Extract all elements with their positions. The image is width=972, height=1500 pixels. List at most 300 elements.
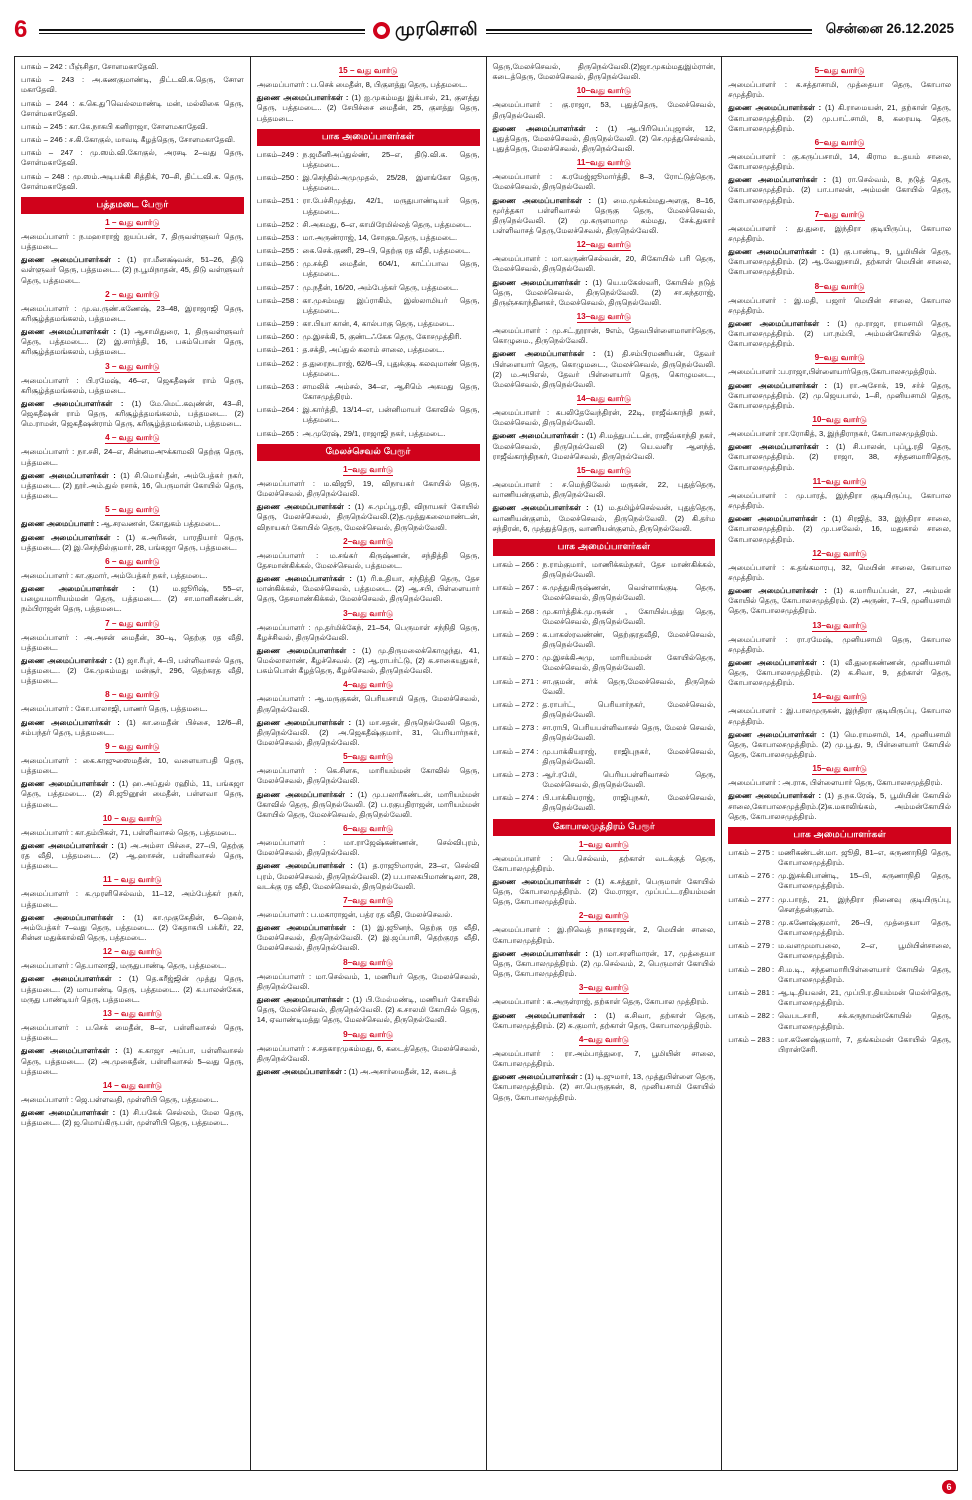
ward-heading-label: 7 – வது வார்டு <box>105 618 160 628</box>
entry-text: அமைப்பாளர் : ஆ.மருகுகன், பெரியசாமி தெரு, மேலச்செவல், திருநெல்வேலி. <box>256 694 480 714</box>
organizer-entry <box>21 376 244 396</box>
entry-label: துணை அமைப்பாளர்கள் : <box>492 1072 585 1082</box>
part-number: பாகம் – 283 : <box>728 1034 775 1044</box>
entry-text: அமைப்பாளர் : ச.சதகாரமுகம்மது, 6, கடைத்தெரு, மேலச்செவல், திருநெல்வேலி. <box>256 1043 480 1063</box>
part-number: பாகம்–260 : <box>256 332 299 342</box>
entry-label: துணை அமைப்பாளர்கள் : <box>21 717 127 727</box>
entry-label: துணை அமைப்பாளர்கள் : <box>256 645 362 655</box>
part-name: சி.அசுமது, 6–எ, காமிரேமில்லத் தெரு, பத்தமடை. <box>302 219 472 229</box>
ward-heading <box>493 1035 716 1046</box>
entry-text: (1) சு.முப்பூ.ரதி, விநாயகர் கோயில் தெரு, மேலச்செவல், திருநெல்வேலி.(2)த.முத்துகலைமாண்டன், விநாயகர் கோயில் தெரு, மேலச்செவல், திருநெல்வேலி. <box>256 502 480 532</box>
ward-heading-label: 4–வது வார்டு <box>578 1034 629 1044</box>
ward-heading-label: 2 – வது வார்டு <box>105 289 160 299</box>
part-number: பாகம்–263 : <box>256 381 299 391</box>
deputy-organizers-entry <box>21 327 244 358</box>
organizer-entry <box>257 551 480 571</box>
entry-text: (1) மு.திருமலைக்கொழுந்து, 41, மெல்லாலாண், கீழச்செவல். (2) ஆ.ராபர்ட்டு, (2) க.சாகையுதுகர், பசும்பொன் கீழத்தெரு, கீழச்செவல், திருநெல்வேலி. <box>256 645 480 676</box>
entry-text: அமைப்பாளர் : மு.சட்.நூரான், 9எம், தேவபிள்ளைமாளர்தெரு, கொழுமை., திருநெல்வேலி. <box>492 326 716 346</box>
organizer-entry <box>257 766 480 786</box>
entry-text: ஆ.சரவணன், கோதுகம் பத்தமடை. <box>101 519 221 529</box>
ward-heading-label: 1–வது வார்டு <box>343 464 394 474</box>
entry-text: (1) மா.சரளிமாரன், 17, முத்தையா தெரு, கோபாலமுத்திரம். (2) மு.செல்வம், 2, பெருமாள் கோயில் தெரு, கோபாலமுத்திரம். <box>492 948 716 979</box>
ward-heading-label: 5–வது வார்டு <box>814 66 865 75</box>
entry-label: துணை அமைப்பாளர்கள் : <box>21 398 132 408</box>
ward-heading <box>493 394 716 405</box>
deputy-organizers-entry <box>257 790 480 821</box>
part-name: த.ராபர்ட், பெரியார்நகர், மேலச்செவல், திருநெல்வேலி. <box>542 699 716 720</box>
entry-text: (1) த.ராஜூமாரன், 23–எ, செல்வி புரம், மேலச்செவல், திருநெல்வேலி. (2) ப.பாலகபிமாண்டிலா, 28, வடக்கு ரத வீதி, மேலச்செவல், திருநெல்வேலி. <box>256 861 480 891</box>
organizer-entry <box>257 910 480 920</box>
ward-heading-label: 3–வது வார்டு <box>578 983 629 993</box>
part-number: பாகம்–262 : <box>256 358 299 368</box>
part-name: ந.ராம்குமார், மாணிக்கம்நகர், தேச மாண்கிக்கல், திருநெல்வேலி. <box>542 559 716 580</box>
organizer-entry <box>728 635 951 655</box>
entry-text: அமைப்பாளர் : ப.செக் மைதீன், 8, பிகுளத்து தெரு, பத்தமடை. <box>256 80 468 89</box>
entry-text: அமைப்பாளர் : கை.காஜுஸைமதீன், 10, வளையாபதி தெரு, பத்தமடை. <box>21 755 244 776</box>
deputy-organizers-entry <box>21 584 244 615</box>
organizer-entry <box>21 122 244 132</box>
entry-text: (1) க.சிவா, தற்காள் தெரு, கோபாலமுத்திரம். (2) சு.குமார், தற்காள் தெரு, கோபாலமுத்திரம். <box>492 1010 716 1030</box>
entry-text: (1) சிரஜித், 33, இந்திரா சாலை, கோபாலசமுத்திரம். (2) மு.பசவேல், 16, மதுகால் சாலை, கோபாலசமுத்திரம். <box>728 514 951 544</box>
deputy-organizers-entry <box>21 841 244 872</box>
deputy-organizers-entry <box>728 103 951 134</box>
organizer-entry <box>728 778 951 788</box>
ward-heading-label: 6–வது வார்டு <box>814 137 865 147</box>
part-entry <box>493 653 716 673</box>
part-name: த.சக்தி, அப்துல் கலாம் சாலை, பத்தமடை. <box>302 345 445 355</box>
entry-text: (1) க.மாரியப்பன், 27, அம்மன் கோயில் தெரு, கோபாலசமுத்திரம். (2) அருண், 7–பி, முனியசாமி தெரு, கோபாலசமுத்திரம். <box>728 586 951 616</box>
deputy-organizers-entry <box>728 514 951 545</box>
part-entry <box>493 607 716 627</box>
part-number: பாகம் – 269 : <box>492 629 539 639</box>
ward-heading-label: 14 – வது வார்டு <box>102 1080 162 1090</box>
ward-heading <box>728 477 951 488</box>
entry-text: அமைப்பாளர் : பெ.செல்வம், தற்காள் வடக்குத் தெரு, கோபாலமுத்திரம். <box>492 853 716 873</box>
ward-heading-label: 3–வது வார்டு <box>343 608 394 618</box>
entry-text: (1) சி.மத்துபட்டன், ராஜீவ்காந்தி நகர், மேலச்செவல், திருநெல்வேலி (2) யெ.வளீர ஆனந்த், ராஜீவ்காந்திநகர், மேலச்செவல், திருநெல்வேலி. <box>492 431 716 461</box>
entry-label: துணை அமைப்பாளர்கள் : <box>492 277 593 287</box>
ward-heading-label: 14–வது வார்டு <box>576 394 632 404</box>
part-entry <box>257 196 480 216</box>
part-number: பாகம் – 281 : <box>728 988 775 997</box>
ward-heading-label: 11–வது வார்டு <box>576 158 631 168</box>
entry-text: (1) ம.தமிழ்ச்செல்வன், புதுத்தெரு, வாணியன்குளம், மேலச்செவல், திருநெல்வேலி. (2) கி.தர்ம சந்திரன், 6, முத்துத்தெரு, வாணியன்குளம், திருநெல்வேலி. <box>492 503 716 533</box>
ward-heading-label: 11–வது வார்டு <box>812 476 867 486</box>
entry-text: அமைப்பாளர் : ம.விஜூ, 19, விநாயகர் கோயில் தெரு, மேலச்செவல், திருநெல்வேலி. <box>256 478 480 498</box>
ward-heading-label: 7–வது வார்டு <box>814 209 865 219</box>
entry-label: துணை அமைப்பாளர்கள் : <box>256 789 358 799</box>
organizer-entry <box>21 1023 244 1043</box>
ward-heading <box>21 505 244 516</box>
entry-text: (1) மே.மெட்.கவுண்ன், 43–சி, ஜெகதீஷன் ராம் தெரு, கரிசூழ்த்தமங்கலம், பத்தமடை.. (2) மெ.ராமன், ஜெகதீஷன்ராம் தெரு, கரிசூழ்த்தமங்கலம், பத்தமடை. <box>21 398 244 429</box>
ward-heading-label: 1–வது வார்டு <box>578 839 629 849</box>
organizer-entry <box>21 172 244 192</box>
part-name: ம.வளமுமாபலை, 2–எ, பூமியின்சாலை, கோபாலசமுத்திரம். <box>778 941 951 961</box>
ward-heading-label: 12–வது வார்டு <box>812 548 867 558</box>
part-entry <box>257 405 480 425</box>
ward-heading <box>21 433 244 444</box>
part-entry <box>728 848 951 868</box>
ward-heading-label: 7–வது வார்டு <box>343 895 394 905</box>
ward-heading-label: 15–வது வார்டு <box>576 465 632 475</box>
organizer-entry <box>21 704 244 714</box>
part-number: பாகம் – 272 : <box>492 699 539 709</box>
entry-text: அமைப்பாளர் : மு.தர்மிக்கேந், 21–54, பெருமாள் சந்நிதி தெரு, கீழச்சிவல், திருநெல்வேலி. <box>256 622 480 642</box>
entry-text: அமைப்பாளர் : கோ.பாலாஜி, பாணர் தெரு, பத்தமடை. <box>21 704 208 714</box>
subsection-heading: பாக அமைப்பாளர்கள் <box>493 539 716 556</box>
entry-label: துணை அமைப்பாளர்கள் : <box>256 93 352 103</box>
deputy-organizers-entry <box>493 1072 716 1103</box>
deputy-organizers-entry <box>728 175 951 206</box>
organizer-entry <box>21 1095 244 1105</box>
ward-heading <box>493 312 716 323</box>
part-name: இ.செந்தில்அமுமுதல், 25/28, இளங்கோ தெரு, பத்தமடை. <box>302 173 480 193</box>
organizer-entry <box>728 491 951 511</box>
ward-heading <box>21 690 244 701</box>
column-4 <box>721 57 957 1470</box>
entry-label: துணை அமைப்பாளர்கள் : <box>728 442 837 452</box>
entry-text: பாகம் – 245 : கா.கே.நாகபி கனிராஜா, சோளமகாதேவி. <box>21 121 208 131</box>
entry-label: துணை அமைப்பாளர்கள் : <box>492 876 595 886</box>
part-number: பாகம்–249 : <box>256 149 299 159</box>
entry-text: (1) த.நக.ரேஷ், 5, பூமியின் கோயில் சாலை,கோபாலசமுத்திரம்.(2)க.மகாலிங்கம், அம்மன்கோயில் தெரு, கோபாலசமுத்திரம். <box>728 791 951 821</box>
entry-text: (1) டி.ஜுமார், 13, முத்துபிள்ளை தெரு, கோபாலமுத்திரம். (2) சா.பெருகுகன், 8, முனியசாமி கோயில் தெரு, கோபாலமுத்திரம். <box>492 1072 716 1102</box>
entry-text: (1) ரா.அசோக், 19, சர்ச் தெரு, கோபாலசமுத்திரம். (2) மு.ஜெயபால், 1–சி, முனியசாமி தெரு, கோபாலசமுத்திரம். <box>728 380 951 410</box>
entry-text: அமைப்பாளர் : கா.குமார், அம்பேத்கர் நகர், பத்தமடை. <box>21 570 208 580</box>
entry-label: துணை அமைப்பாளர்கள் : <box>21 779 119 789</box>
part-entry <box>728 1011 951 1031</box>
part-number: பாகம் – 274 : <box>492 746 539 756</box>
ward-heading-label: 2–வது வார்டு <box>578 911 629 921</box>
entry-text: அமைப்பாளர் : ந.மஹாராஜ் ஐயப்பன், 7, திருவள்ளுவர் தெரு, பத்தமடை. <box>21 231 244 252</box>
deputy-organizers-entry <box>728 247 951 278</box>
part-name: மு.இசக்கி, 5, குண்டஃகேசு தெரு, கோசமுத்திரி. <box>302 332 462 342</box>
page-number: 6 <box>14 16 28 43</box>
deputy-organizers-entry <box>21 1108 244 1128</box>
deputy-organizers-entry <box>493 278 716 309</box>
subsection-heading: பாக அமைப்பாளர்கள் <box>257 129 480 146</box>
organizer-entry <box>21 232 244 252</box>
ward-heading <box>257 824 480 835</box>
part-entry <box>493 677 716 697</box>
organizer-entry <box>728 429 951 439</box>
masthead-rule-right <box>486 29 812 31</box>
deputy-organizers-entry <box>21 399 244 430</box>
part-name: மு.நதீன், 16/20, அம்பேத்கர் தெரு, பத்தமடை. <box>302 282 459 292</box>
deputy-organizers-entry <box>493 949 716 980</box>
part-number: பாகம் – 268 : <box>492 606 539 616</box>
deputy-organizers-entry <box>728 381 951 412</box>
deputy-organizers-entry <box>257 646 480 677</box>
entry-label: துணை அமைப்பாளர்கள் : <box>728 514 833 524</box>
part-entry <box>728 871 951 891</box>
entry-text: அமைப்பாளர் : கெ.சிளசு, மாரியம்மன் கோவில் தெரு, மேலச்செவல், திருநெல்வேலி. <box>256 766 480 786</box>
entry-label: துணை அமைப்பாளர்கள் : <box>492 503 594 513</box>
part-entry <box>493 770 716 790</box>
entry-label: துணை அமைப்பாளர்கள் : <box>256 717 356 727</box>
part-entry <box>257 220 480 230</box>
entry-label: துணை அமைப்பாளர்கள் : <box>492 1010 606 1020</box>
part-name: சா.ராபி, பெரியபள்ளிவாசல் தெரு, மேலச் செவல், திருநெல்வேலி. <box>542 723 716 743</box>
organizer-entry <box>493 480 716 500</box>
entry-label: துணை அமைப்பாளர்கள் : <box>728 657 831 667</box>
organizer-entry <box>21 148 244 168</box>
part-number: பாகம் – 276 : <box>728 871 775 881</box>
organizer-entry <box>728 296 951 316</box>
part-number: பாகம் – 275 : <box>728 847 775 857</box>
part-name: சாமலிக் அம்சல், 34–எ, ஆசிமெ் அசுமது தெரு, கோசமுத்திரம். <box>302 381 480 402</box>
deputy-organizers-entry <box>257 574 480 605</box>
part-name: மா.கணேஷ்குமார், 7, தங்கம்மன் கோயில் தெரு, பிரான்சேரி. <box>778 1034 951 1054</box>
ward-heading <box>257 680 480 691</box>
column-1 <box>15 57 250 1470</box>
entry-text: பாகம் – 243 : அ.கணகுமாண்டி, திட்டவி.க.தெரு, சோள மகாதேவி. <box>21 75 244 95</box>
entry-label: துணை அமைப்பாளர் : <box>21 519 102 529</box>
column-2 <box>250 57 486 1470</box>
part-number: பாகம் – 280 : <box>728 964 775 974</box>
ward-heading-label: 5 – வது வார்டு <box>105 505 160 515</box>
part-number: பாகம் – 277 : <box>728 894 775 904</box>
entry-text: (1) கா.முகுகேதின், 6–ஹெச், அம்பேத்கர் 7–வது தெரு, பத்தமடை.. (2) கேதாகபி பக்கீர், 22, சின்ன மதுக்கால்வி தெரு, பத்தமடை. <box>21 912 244 943</box>
part-number: பாகம் – 279 : <box>728 941 775 951</box>
ward-heading-label: 4 – வது வார்டு <box>105 433 160 443</box>
entry-label: துணை அமைப்பாளர்கள் : <box>728 729 830 739</box>
subsection-heading: பாக அமைப்பாளர்கள் <box>728 827 951 844</box>
deputy-organizers-entry <box>21 974 244 1005</box>
entry-label: துணை அமைப்பாளர்கள் : <box>256 923 362 933</box>
entry-text: அமைப்பாளர் : க.ரமேஜ்ஜூமார்த்தி, 8–3, ரோட்டுத்தெரு, மேலச்செவல், திருநெல்வேலி. <box>492 172 716 192</box>
deputy-organizers-entry <box>257 93 480 124</box>
deputy-organizers-entry <box>728 319 951 350</box>
organizer-entry <box>21 62 244 72</box>
entry-text: அமைப்பாளர் : க.அருள்ராஜ், தற்காள் தெரு, கோபால முத்திரம். <box>492 997 709 1007</box>
deputy-organizers-entry <box>257 718 480 749</box>
part-name: க.பாகஸ்ரவண்ண், தெற்குரதவீதி, மேலச்செவல், திருநெல்வேலி. <box>542 629 716 650</box>
deputy-organizers-entry <box>493 431 716 462</box>
part-number: பாகம்–251 : <box>256 196 299 206</box>
entry-text: பாகம் – 247 : மு.ஸம்.வி.கோகுல், அரசடி 2–வது தெரு, சோள்மகாதேவி. <box>21 148 244 168</box>
ward-heading <box>493 86 716 97</box>
entry-text: (1) ரா.மீனக்ஷ்வன், 51–26, திடு வள்ளுவர் தெரு, பத்தமடை.. (2) ந.பூமிநாதன், 45, திடு வள்ளுவர் தெரு, பத்தமடை. <box>21 255 244 285</box>
deputy-organizers-entry <box>21 718 244 738</box>
entry-text: (1) ஆசாமிதுரை, 1, திருவள்ளுவர் தெரு, பத்தமடை.. (2) இ.சார்த்தி, 16, பசும்பொன் தெரு, கரிசூழ்த்தமங்கலம், பத்தமடை. <box>21 327 244 357</box>
ward-heading-label: 3 – வது வார்டு <box>105 361 160 371</box>
part-entry <box>493 723 716 743</box>
part-entry <box>257 246 480 256</box>
entry-text: அமைப்பாளர் : க.முரளிசெல்வம், 11–12, அம்பேத்கர் நகர், பத்தமடை. <box>21 889 244 909</box>
entry-text: (1) கி.ராமையன், 21, தற்காள் தெரு, கோபாலசமுத்திரம். (2) மு.பாட்.சாமி, 8, கரையடி தெரு, கோபாலசமுத்திரம். <box>728 103 951 133</box>
part-name: மு.இசக்கிஅமு, மாரியம்மன் கோயில்தெரு, மேலச்செவல், திருநெல்வேலி. <box>542 653 716 673</box>
entry-text: (1) கு.பாண்டி, 9, பூமியின் தெரு, கோபாலசமுத்திரம். (2) ஆ.வேலுசாமி, தற்காள் மெயின் சாலை, கோபாலசமுத்திரம். <box>728 247 951 277</box>
entry-text: (1) சி.பகேக் செல்லம், மேல தெரு, பத்தமடை.. (2) ஜ.மொய்கிரு.பள், முள்ளிபி தெரு, பத்தமடை. <box>21 1108 244 1128</box>
entry-label: துணை அமைப்பாளர்கள் : <box>492 948 593 958</box>
deputy-organizers-entry <box>728 442 951 473</box>
entry-text: பாகம் – 248 : மு.ஸம்.அடிபக்கி சித்திக், 70–சி, திட்டவி.க. தெரு, சோள்மகாதேவி. <box>21 171 244 191</box>
part-name: சா.குமன், சர்க் தெரு,மேலச்செவல், திருநெல் வேலி. <box>542 676 716 696</box>
entry-text: அமைப்பாளர் : தெ.பாலாஜி, மருதுபாண்டி தெரு, பத்தமடை. <box>21 961 227 971</box>
part-number: பாகம்–256 : <box>256 259 299 269</box>
ward-heading <box>728 764 951 775</box>
entry-text: (1) ரி.உதியா, சந்தித்தி தெரு, தேச மான்கிக்கல், மேலச்செவல், பத்தமடை. (2) ஆ.சபி, பிள்ளையார் தெரு, தேசமாண்கிக்கல், மேலச்செவல், திருநெல்வேலி. <box>256 574 480 604</box>
entry-text: அமைப்பாளர் : கு.ராஜா, 53, புதுத்தெரு, மேலச்செவல், திருநெல்வேலி. <box>492 100 716 120</box>
entry-text: (1) ஐ.முகம்மது இக்பால், 21, குளத்து தெரு, பத்தமடை.. (2) சேபிச்சை மைதீன், 25, குளத்து தெரு, பத்தமடை. <box>256 93 480 123</box>
entry-label: துணை அமைப்பாளர்கள் : <box>21 255 127 265</box>
entry-text: அமைப்பாளர் : கபலிதேவேந்திரன், 22டி, ராஜீவ்காந்தி நகர், மேலச்செவல், திருநெல்வேலி. <box>492 408 716 428</box>
deputy-organizers-entry <box>257 923 480 954</box>
part-name: கா.முசம்மது இப்ராகிம், இஸ்லாமியர் தெரு, பத்தமடை. <box>302 295 480 315</box>
organizer-entry <box>21 961 244 971</box>
part-name: த.துரைநடராஜ், 62/6–பி, புதுக்குடி கலவுமாண் தெரு, பத்தமடை. <box>302 358 480 378</box>
entry-text: (1) ஆ.பிரியெப்புஜான், 12, புதுத்தெரு, மேலச்செவல், திருநெல்வேலி. (2) செ.முத்துசெல்வம், புதுத்தெரு, மேலச்செவல், திருநெல்வேலி. <box>492 123 716 154</box>
entry-label: துணை அமைப்பாளர்கள் : <box>492 195 598 205</box>
ward-heading-label: 8 – வது வார்டு <box>105 690 160 700</box>
entry-label: துணை அமைப்பாளர்கள் : <box>256 861 359 871</box>
entry-text: அமைப்பாளர் :ப.ராஜா,பிள்ளையார்தெரு,கோபாலசமுத்திரம். <box>728 367 937 377</box>
ward-heading-label: 1 – வது வார்டு <box>105 217 160 227</box>
entry-text: (1) க.சத்தூர், பெருமாள் கோயில் தெரு, கோபாலமுத்திரம். (2) மே.ராஜா, முப்பட்ட.ரதியம்மன் தெரு, கோபாலமுத்திரம். <box>492 876 716 907</box>
organizer-entry <box>257 972 480 992</box>
organizer-entry <box>493 408 716 428</box>
rising-sun-icon <box>373 22 390 39</box>
entry-label: துணை அமைப்பாளர்கள் : <box>728 175 833 185</box>
entry-text: அமைப்பாளர் : அ.அசன் மைதீன், 30–டி, தெற்கு ரத வீதி, பத்தமடை. <box>21 632 244 652</box>
part-name: மு.இசக்கிபாண்டி, 15–பி, கருணாநிதி தெரு, கோபாலசமுத்திரம். <box>778 871 951 891</box>
entry-text: (1) சி.மொய்தீன், அம்பேத்கர் நகர், பத்தமடை.. (2) நூர்.அம்.துல் ரசாக், 16, பெருமாள் கோயில் தெரு, பத்தமடை. <box>21 470 244 501</box>
ward-heading-label: 10–வது வார்டு <box>812 415 867 425</box>
deputy-organizers-entry <box>21 255 244 286</box>
entry-text: (1) ஹ.அப்துல் ரஹிம், 11, பங்கஜா தெரு, பத்தமடை.. (2) சி.ஜூனூன் மைதீன், பள்ளவா தெரு, பத்தமடை. <box>21 779 244 809</box>
ward-heading-label: 10 – வது வார்டு <box>102 813 162 823</box>
ward-heading-label: 6 – வது வார்டு <box>105 556 160 566</box>
deputy-organizers-entry <box>21 656 244 687</box>
entry-label: துணை அமைப்பாளர்கள் : <box>256 574 357 584</box>
organizer-entry <box>21 571 244 581</box>
ward-heading <box>21 557 244 568</box>
organizer-entry <box>21 889 244 909</box>
entry-label: துணை அமைப்பாளர்கள் : <box>728 791 825 801</box>
part-number: பாகம்–250 : <box>256 173 299 183</box>
deputy-organizers-entry <box>21 779 244 810</box>
entry-text: (1) வீ.துரைகண்ணன், முனியசாமி தெரு, கோபாலசமுத்திரம். (2) க.சிவா, 9, தற்காள் தெரு, கோபாலசமுத்திரம். <box>728 657 952 688</box>
ward-heading-label: 8–வது வார்டு <box>814 281 865 291</box>
ward-heading <box>21 1009 244 1020</box>
entry-label: துணை அமைப்பாளர்கள் : <box>492 349 605 359</box>
entry-label: துணை அமைப்பாளர்கள் : <box>728 380 834 390</box>
section-heading: மேலச்செவல் பேரூர் <box>257 444 480 461</box>
part-name: ஆர்.ரமேி, பெரியபள்ளிவாசல் தெரு, மேலச்செவல், திருநெல்வேலி. <box>542 769 716 790</box>
part-name: இ.கார்த்தி, 13/14–எ, பன்னிமாயர் கோவில் தெரு, பத்தமடை. <box>302 405 480 425</box>
part-entry <box>257 283 480 293</box>
part-name: ந.ஜமீனிஅப்துல்ண், 25–எ, திடு.வி.க. தெரு, பத்தமடை. <box>302 149 480 169</box>
organizer-entry <box>21 828 244 838</box>
entry-text: அமைப்பாளர் : இ.றிவெத் நாகராஜன், 2, மெயின் சாலை, கோபாலமுத்திரம். <box>492 925 716 945</box>
entry-text: (1) ரா.செல்வம், 8, நடுத் தெரு, கோபாலசமுத்திரம். (2) பா.பாலன், அம்மன் கோயில் தெரு, கோபாலசமுத்திரம். <box>728 175 951 205</box>
part-entry <box>257 345 480 355</box>
part-number: பாகம் – 278 : <box>728 917 775 927</box>
entry-label: துணை அமைப்பாளர்கள் : <box>728 247 830 257</box>
entry-text: அமைப்பாளர் : இ.பாலமுருகன், இந்திரா குடியிருப்பு, கோபால சமுத்திரம். <box>728 706 951 726</box>
entry-text: அமைப்பாளர் : ச.மெந்திவேல் மருகன், 22, புதுத்தெரு, வாணியன்குளம், திருநெல்வேலி. <box>492 479 716 500</box>
footer-page-badge: 6 <box>942 1480 956 1494</box>
entry-text: அமைப்பாளர் : மா.செல்வம், 1, மணியர் தெரு, மேலச்செவல், திருநெல்வேலி. <box>256 971 480 991</box>
entry-text: அமைப்பாளர் : ப.செக் மைதீன், 8–எ, பள்ளிவாசல் தெரு, பத்தமடை. <box>21 1023 244 1043</box>
part-entry <box>257 429 480 439</box>
part-name: ஆ.டி.தியவன், 21, முப்பி.ர.தியம்மன் மெல்ர்தெரு, கோபாலசமுத்திரம். <box>778 988 951 1008</box>
organizer-entry <box>493 326 716 346</box>
organizer-entry <box>493 854 716 874</box>
ward-heading-label: 14–வது வார்டு <box>812 692 867 702</box>
ward-heading <box>257 958 480 969</box>
deputy-organizers-entry <box>493 503 716 534</box>
entry-label: துணை அமைப்பாளர்கள் : <box>21 532 126 542</box>
entry-label: துணை அமைப்பாளர்கள் : <box>492 123 608 133</box>
part-entry <box>493 583 716 603</box>
entry-text: அமைப்பாளர் : கா.தம்பிகள், 71, பள்ளிவாசல் தெரு, பத்தமடை. <box>21 827 237 837</box>
entry-text: பாகம் – 246 : ச.கி.கோகுல், மாவடி கீழத்தெரு, சோளமகாதேவி. <box>21 135 236 145</box>
ward-heading-label: 10–வது வார்டு <box>576 86 632 96</box>
part-name: அ.முரேஷ், 29/1, ராஜாஜி நகர், பத்தமடை. <box>302 428 446 438</box>
ward-heading-label: 9–வது வார்டு <box>814 353 865 363</box>
entry-text: (1) யெ.மகேஸ்வரி, கோயில் நடுத் தெரு, மேலச்செவல், திருநெல்வேலி. (2) சா.கந்தராஜ், திருஞ்சகாந்தினகர், மேலச்செவல், திருநெல்வேலி. <box>492 277 716 307</box>
organizer-entry <box>257 623 480 643</box>
deputy-organizers-entry <box>257 502 480 533</box>
entry-label: துணை அமைப்பாளர்கள் : <box>21 840 118 850</box>
ward-heading-label: 5–வது வார்டு <box>343 752 394 762</box>
entry-text: அமைப்பாளர் : க.தங்கமாரபு, 32, மெயின் சாலை, கோபால சமுத்திரம். <box>728 562 951 582</box>
organizer-entry <box>493 100 716 120</box>
ward-heading <box>257 66 480 77</box>
part-entry <box>257 173 480 193</box>
ward-heading <box>728 692 951 703</box>
part-entry <box>728 965 951 985</box>
ward-heading-label: 12–வது வார்டு <box>576 240 632 250</box>
entry-label: துணை அமைப்பாளர்கள் : <box>21 584 150 594</box>
organizer-entry <box>493 925 716 945</box>
dateline: சென்னை 26.12.2025 <box>825 21 954 36</box>
ward-heading-label: 2–வது வார்டு <box>343 536 394 546</box>
deputy-organizers-entry <box>493 196 716 237</box>
organizer-entry <box>21 99 244 119</box>
entry-label: துணை அமைப்பாளர்கள் : <box>21 1108 120 1118</box>
ward-heading <box>728 621 951 632</box>
ward-heading <box>257 537 480 548</box>
organizer-entry <box>21 75 244 95</box>
ward-heading <box>728 138 951 149</box>
entry-label: துணை அமைப்பாளர்கள் : <box>256 995 353 1004</box>
ward-heading <box>21 290 244 301</box>
part-name: வெபடசாரி, சக்.கருநாமன்கோயில் தெரு, கோபாலசமுத்திரம். <box>778 1011 951 1031</box>
part-entry <box>257 233 480 243</box>
entry-text: பாகம் – 242 : பீஞ்சிதா, சோளமகாதேவி. <box>21 62 159 71</box>
organizer-entry <box>21 447 244 467</box>
entry-text: (1) க.காஜா அப்பா, பள்ளிவாசல் தெரு, பத்தமடை.. (2) அ.முகைதீன், பள்ளிவாசல் 5–வது தெரு, பத்தமடை. <box>21 1046 244 1076</box>
entry-text: அமைப்பாளர் : மு.பாரத், இந்திரா குடியிருப்பு, கோபால சமுத்திரம். <box>728 490 951 510</box>
entry-label: துணை அமைப்பாளர்கள் : <box>21 974 129 984</box>
part-number: பாகம்–265 : <box>256 428 299 438</box>
deputy-organizers-entry <box>21 913 244 944</box>
column-3 <box>486 57 722 1470</box>
entry-text: (1) மு.ராஜா, ராமசாமி தெரு, கோபாலசமுத்திரம். (2) பா.நம்பி, அம்மன்கோயில் தெரு, கோபாலசமுத்திரம். <box>728 318 951 349</box>
part-number: பாகம்–255 : <box>256 246 299 256</box>
part-entry <box>728 1035 951 1055</box>
part-number: பாகம் – 273 : <box>492 723 539 733</box>
organizer-entry <box>728 152 951 172</box>
part-entry <box>493 560 716 580</box>
ward-heading-label: 15 – வது வார்டு <box>338 66 398 75</box>
ward-heading <box>21 947 244 958</box>
entry-text: அமைப்பாளர் : து.துரை, இந்திரா குடியிருப்பு, கோபால சமுத்திரம். <box>728 223 951 243</box>
entry-text: அமைப்பாளர் : ரா.ரமேஷ், முனியசாமி தெரு, கோபால சமுத்திரம். <box>728 634 951 654</box>
